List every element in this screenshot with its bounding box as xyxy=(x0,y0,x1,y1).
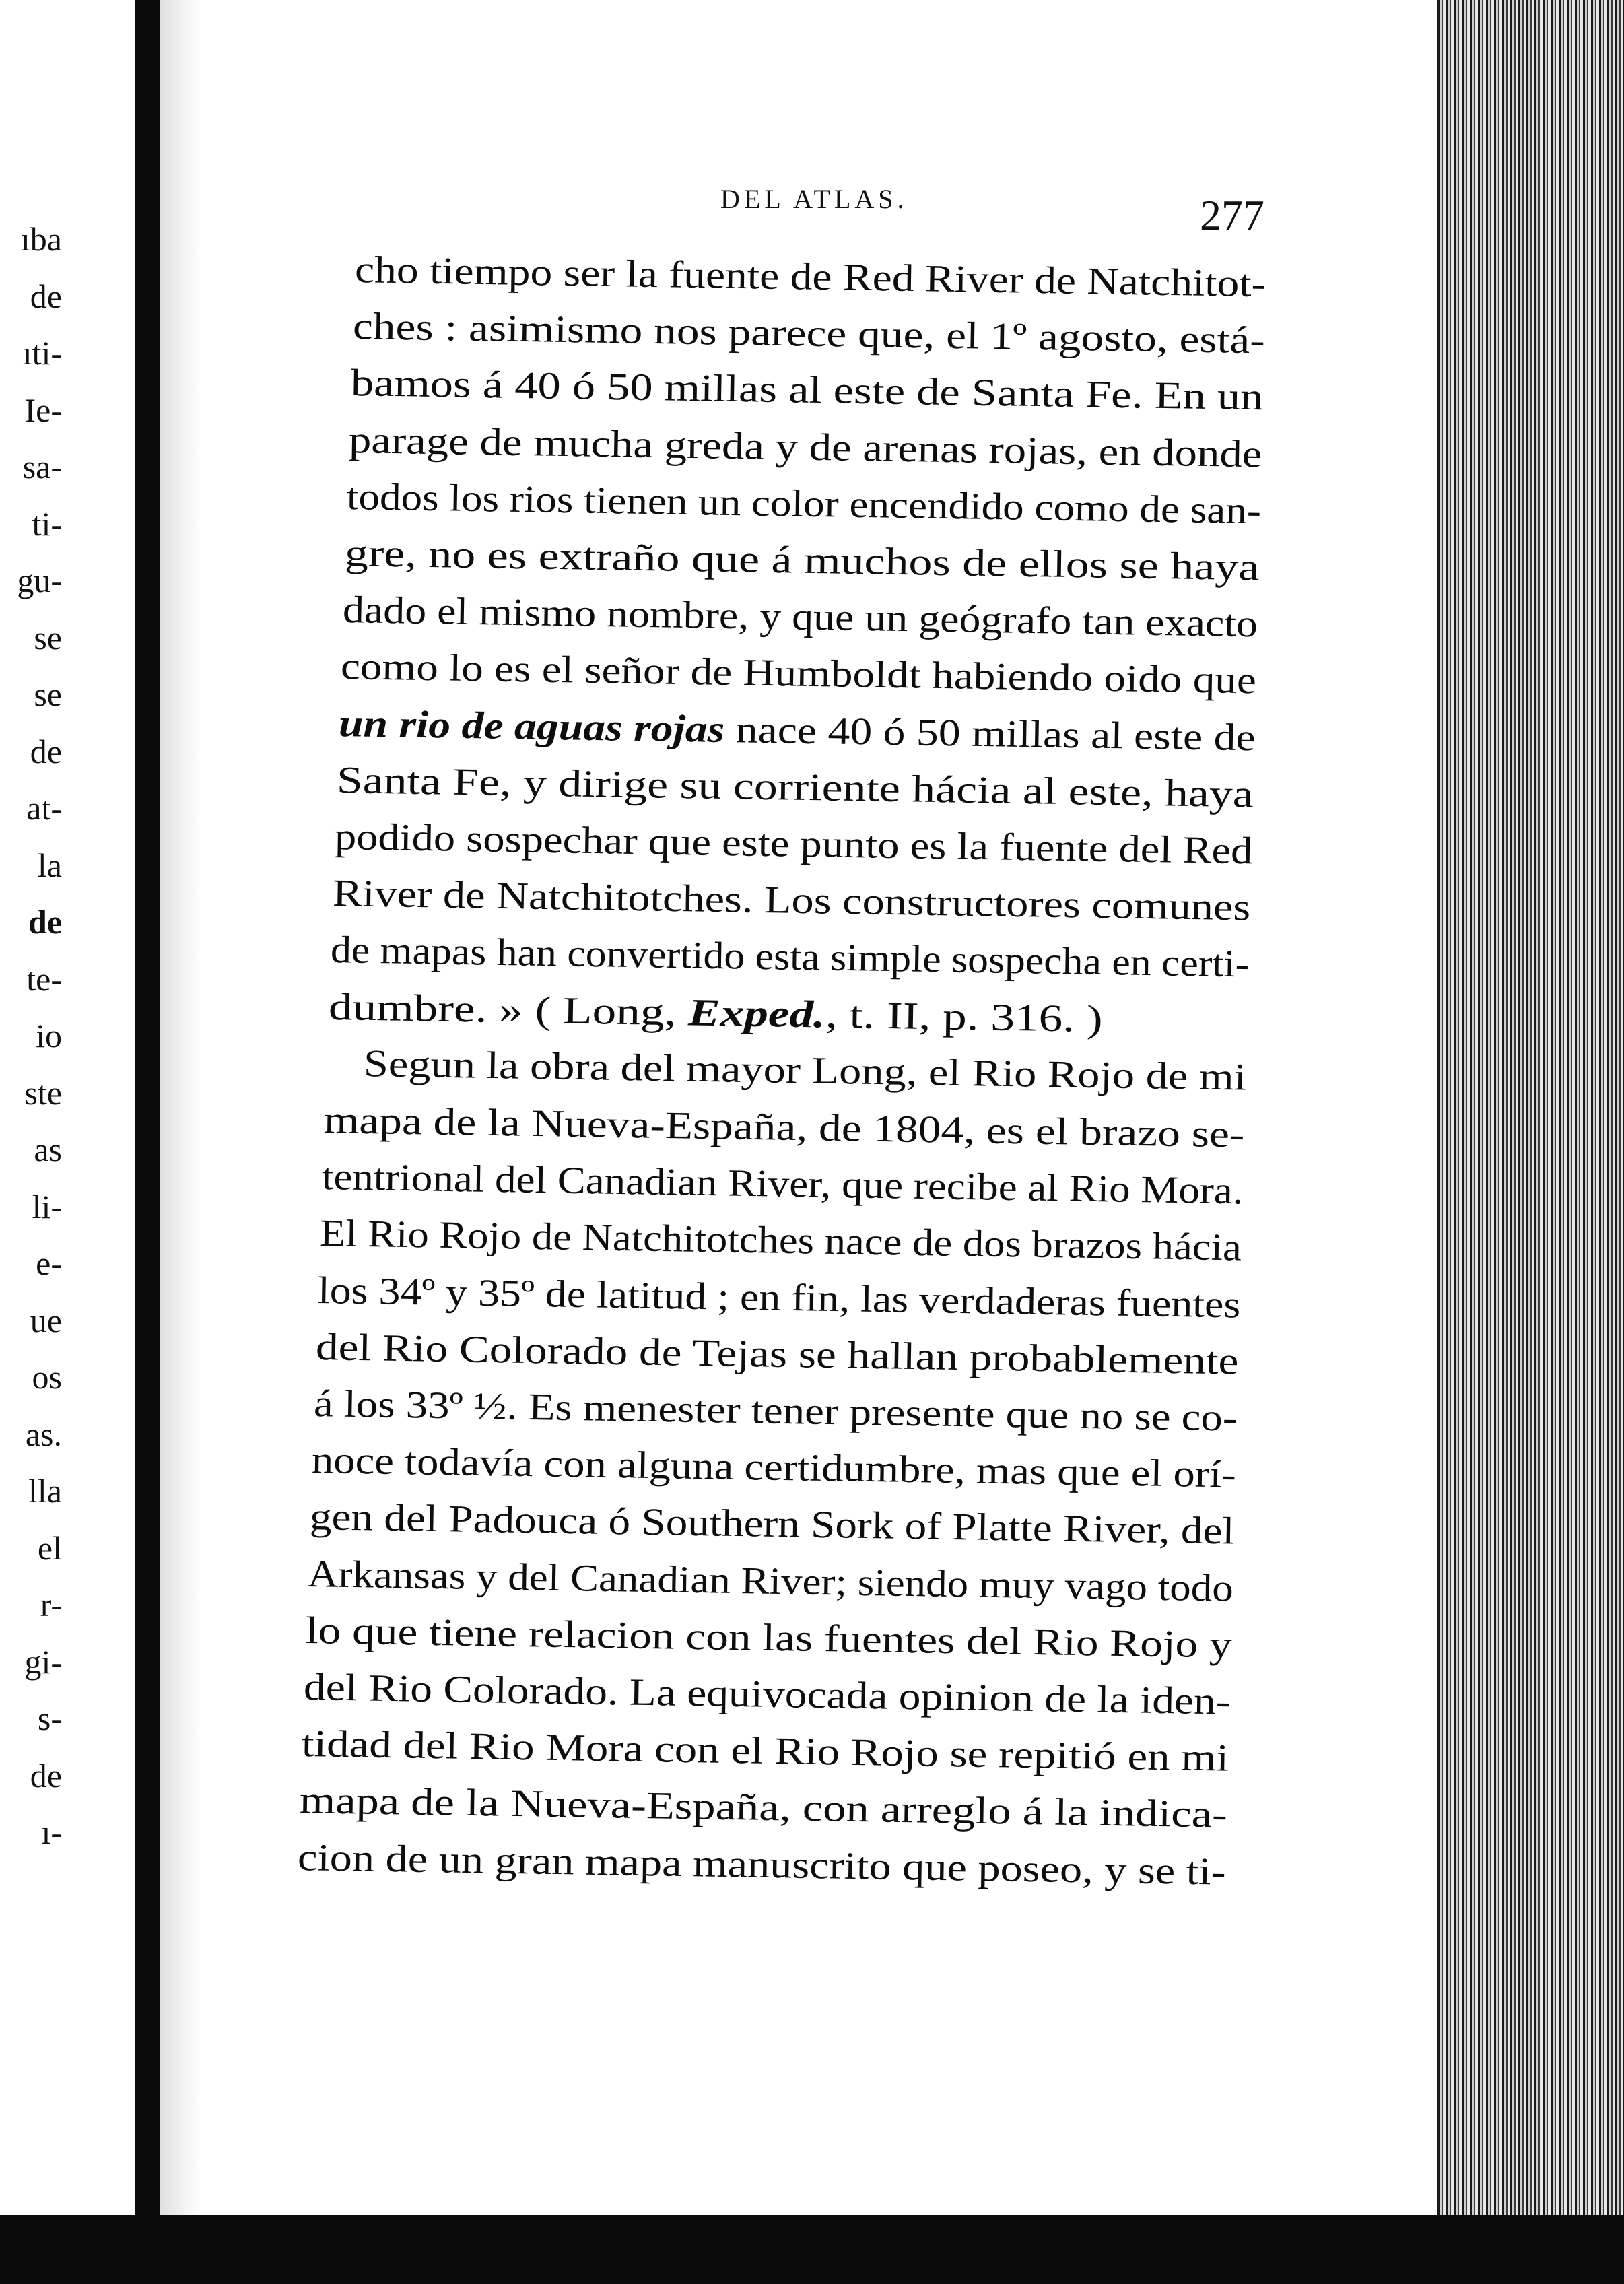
left-page-fragment: ue xyxy=(30,1301,62,1339)
left-page-fragment: ste xyxy=(24,1073,62,1112)
body-line xyxy=(348,418,1262,475)
left-page-fragment: la xyxy=(37,846,62,884)
left-page-fragment: de xyxy=(30,732,62,770)
body-line xyxy=(298,1838,1227,1891)
left-page-fragment: se xyxy=(34,618,62,657)
body-line xyxy=(332,874,1250,927)
body-line-text: del Rio Colorado de Tejas se hallan probablemente xyxy=(315,1325,1240,1383)
left-page-fragment: de xyxy=(28,903,62,941)
left-page-fragment: ıti- xyxy=(22,334,62,372)
body-line xyxy=(315,1325,1240,1383)
body-line-text: de mapas han convertido esta simple sospecha en certi- xyxy=(330,929,1250,986)
left-page-fragment: el xyxy=(37,1529,62,1567)
body-line-text: River de Natchitotches. Los constructores comunes xyxy=(332,872,1251,929)
running-head: DEL ATLAS. xyxy=(720,184,908,214)
body-line-text: dado el mismo nombre, y que un geógrafo tan exacto xyxy=(342,589,1258,646)
body-line-text: todos los rios tienen un color encendido como de san- xyxy=(346,475,1262,533)
body-line-text: gen del Padouca ó Southern Sork of Platte River, del xyxy=(309,1496,1236,1553)
left-page-fragment: gi- xyxy=(24,1642,62,1681)
body-line xyxy=(302,1724,1229,1778)
left-page-fragment: as. xyxy=(25,1415,62,1453)
left-page-fragment: e- xyxy=(36,1244,62,1282)
body-line xyxy=(340,647,1256,700)
left-page-fragment: lla xyxy=(28,1472,62,1510)
body-line-text: los 34º y 35º de latitud ; en fin, las verdaderas fuentes xyxy=(317,1269,1242,1326)
body-line-text: lo que tiene relacion con las fuentes del Rio Rojo y xyxy=(305,1609,1233,1667)
left-page-fragment: r- xyxy=(40,1586,62,1623)
left-page-fragment: ı- xyxy=(41,1813,62,1851)
body-line-text: tentrional del Canadian River, que recibe al Rio Mora. xyxy=(321,1155,1244,1213)
body-line xyxy=(336,758,1254,816)
left-page-fragment: ti- xyxy=(32,504,62,543)
body-line xyxy=(328,985,1103,1040)
body-line xyxy=(342,589,1258,646)
body-line xyxy=(346,475,1262,533)
body-line-text: nace 40 ó 50 millas al este de xyxy=(724,708,1256,759)
body-line xyxy=(307,1552,1234,1610)
body-line xyxy=(363,1044,1246,1097)
body-line-italic-text: un rio de aguas rojas xyxy=(338,702,725,751)
left-page-fragment: Ie- xyxy=(24,391,62,429)
body-line-text: cion de un gran mapa manuscrito que poseo, y se ti- xyxy=(297,1836,1227,1893)
body-line-text: mapa de la Nueva-España, con arreglo á la indica- xyxy=(299,1779,1228,1837)
body-line-text: Segun la obra del mayor Long, el Rio Rojo de mi xyxy=(363,1042,1247,1099)
body-line-text: Arkansas y del Canadian River; siendo muy vago todo xyxy=(307,1552,1234,1610)
body-line-italic-text: Exped. xyxy=(687,990,826,1036)
body-line xyxy=(354,248,1266,306)
body-line-text: parage de mucha greda y de arenas rojas, en donde xyxy=(348,418,1262,475)
left-page-fragment: s- xyxy=(37,1700,62,1737)
left-page-fragment: de xyxy=(30,1756,62,1794)
body-line xyxy=(299,1779,1228,1837)
left-page-fragment: ıba xyxy=(20,220,62,258)
body-line xyxy=(344,532,1260,589)
body-line xyxy=(350,362,1264,419)
body-line xyxy=(353,307,1266,360)
body-line xyxy=(304,1668,1231,1721)
left-page-fragment: at- xyxy=(26,789,62,827)
body-line-text: gre, no es extraño que á muchos de ellos se haya xyxy=(344,532,1260,589)
body-line-text: como lo es el señor de Humboldt habiendo oido que xyxy=(340,645,1257,702)
body-line-text: cho tiempo ser la fuente de Red River de Natchitot- xyxy=(354,248,1266,306)
left-page-fragment: se xyxy=(34,675,62,713)
left-page-fragment: gu- xyxy=(17,562,62,599)
body-line-text: Santa Fe, y dirige su corriente hácia al este, haya xyxy=(336,758,1254,816)
body-line-text: á los 33º ½. Es menester tener presente que no se co- xyxy=(313,1382,1238,1440)
body-line xyxy=(320,1214,1242,1267)
body-line-text: podido sospechar que este punto es la fuente del Red xyxy=(334,815,1253,873)
body-line-text: tidad del Rio Mora con el Rio Rojo se repitió en mi xyxy=(301,1722,1229,1780)
body-line-text: bamos á 40 ó 50 millas al este de Santa Fe. En un xyxy=(350,362,1264,419)
body-line xyxy=(310,1498,1235,1551)
left-page-fragment: as xyxy=(34,1131,62,1168)
body-line xyxy=(321,1155,1244,1213)
left-page-fragment: li- xyxy=(32,1187,62,1225)
left-page-fragment: de xyxy=(30,277,62,315)
body-line xyxy=(312,1441,1237,1494)
left-page-fragment: te- xyxy=(26,960,62,998)
body-line xyxy=(314,1384,1238,1438)
body-line-text: mapa de la Nueva-España, de 1804, es el brazo se- xyxy=(323,1099,1246,1156)
body-line-text: El Rio Rojo de Natchitotches nace de dos brazos hácia xyxy=(319,1212,1242,1269)
body-line xyxy=(338,704,1256,757)
body-line xyxy=(330,929,1250,986)
body-line xyxy=(318,1271,1241,1324)
body-line-text: , t. II, p. 316. ) xyxy=(825,993,1103,1040)
body-line xyxy=(334,815,1253,873)
left-page-fragment: os xyxy=(32,1358,62,1396)
body-line-text: noce todavía con alguna certidumbre, mas que el orí- xyxy=(311,1439,1237,1496)
left-page-fragment: io xyxy=(36,1017,62,1054)
body-line xyxy=(323,1099,1246,1156)
body-line-text: ches : asimismo nos parece que, el 1º agosto, está- xyxy=(352,305,1266,362)
body-line xyxy=(306,1611,1233,1665)
body-line-text: dumbre. » ( Long, xyxy=(328,985,689,1034)
page-number: 277 xyxy=(1200,191,1264,239)
body-line-text: del Rio Colorado. La equivocada opinion de la iden- xyxy=(303,1666,1231,1723)
left-page-fragment: sa- xyxy=(22,448,62,485)
